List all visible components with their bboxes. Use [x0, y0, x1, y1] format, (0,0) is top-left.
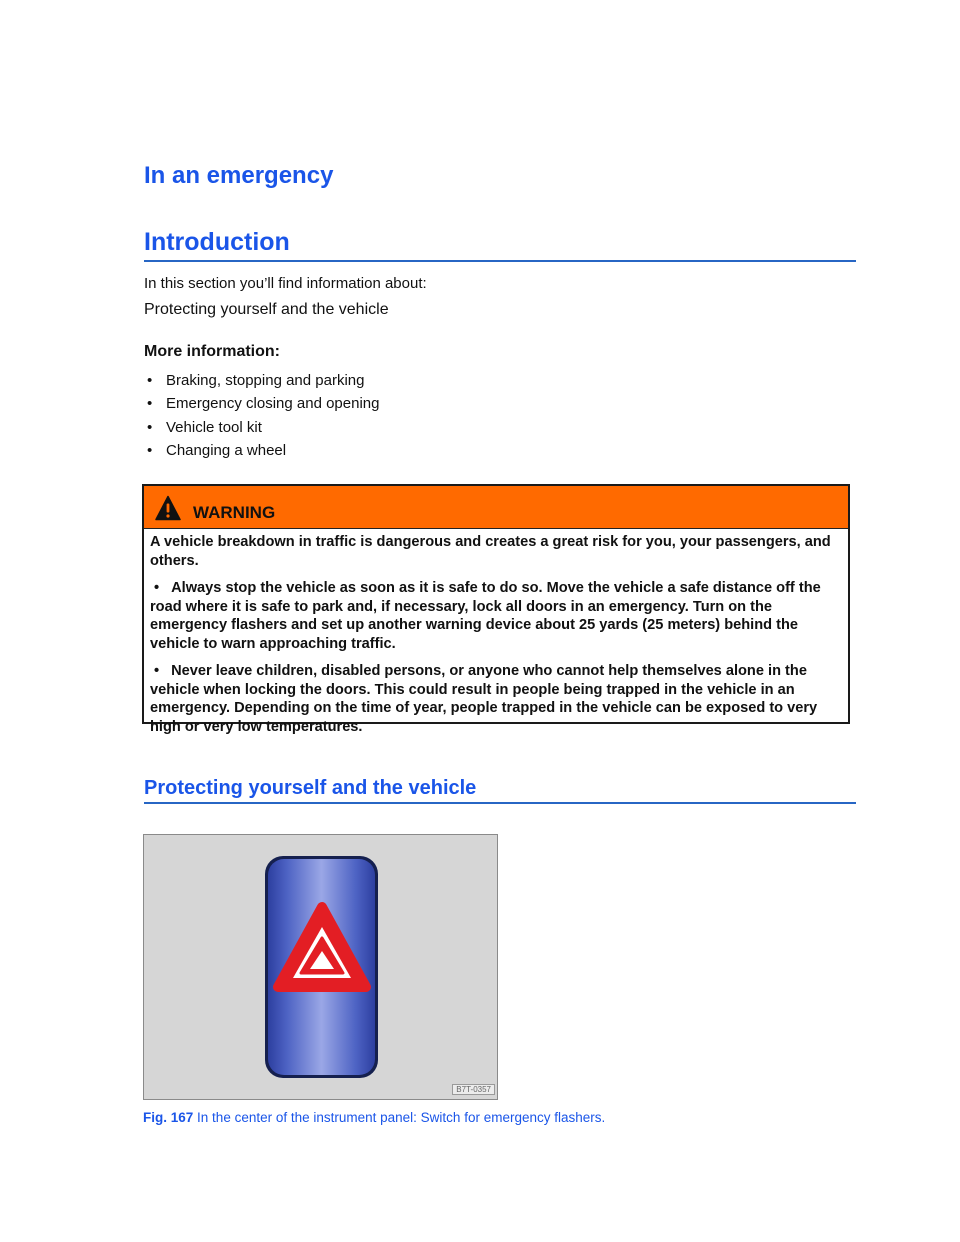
- bullet-icon: •: [147, 441, 153, 459]
- list-item[interactable]: [144, 418, 379, 441]
- protecting-heading: Protecting yourself and the vehicle: [144, 777, 856, 804]
- warning-header: [144, 486, 848, 529]
- figure-code: B7T-0357: [452, 1084, 495, 1095]
- figure-hazard-switch: [143, 834, 498, 1100]
- list-item-label: Changing a wheel: [166, 441, 287, 459]
- warning-label: WARNING: [193, 503, 276, 522]
- topic-link-protecting[interactable]: Protecting yourself and the vehicle: [144, 301, 389, 318]
- more-info-label: More information:: [144, 343, 280, 360]
- intro-text: In this section you’ll find information about:: [144, 275, 427, 292]
- list-item-label: Emergency closing and opening: [166, 395, 380, 413]
- warning-box: [142, 484, 850, 735]
- hazard-switch-icon: [144, 835, 497, 1099]
- figure-number: Fig. 167: [143, 1110, 194, 1125]
- list-item[interactable]: [144, 371, 379, 394]
- introduction-heading: Introduction: [144, 228, 856, 262]
- page-title: In an emergency: [144, 162, 334, 189]
- bullet-icon: •: [147, 372, 153, 389]
- warning-triangle-icon: [155, 495, 181, 521]
- warning-body: [144, 529, 848, 736]
- list-item[interactable]: [144, 394, 379, 417]
- figure-caption: [143, 1110, 605, 1125]
- figure-caption-text: In the center of the instrument panel: Switch for emergency flashers.: [197, 1110, 606, 1125]
- list-item-label: Braking, stopping and parking: [166, 372, 365, 389]
- warning-intro: A vehicle breakdown in traffic is dangerous and creates a great risk for you, your passengers, and others.: [150, 534, 831, 569]
- warning-item: • Always stop the vehicle as soon as it is safe to do so. Move the vehicle a safe distance off the road where it is safe to park and, if necessary, lock all doors in an emergency. Turn on the emergency flashers and set up another warning device about 25 yards (25 meters) behind the vehicle to warn approaching traffic.: [150, 579, 842, 653]
- bullet-icon: •: [147, 418, 153, 436]
- list-item-label: Vehicle tool kit: [166, 418, 262, 436]
- bullet-icon: •: [147, 395, 153, 413]
- more-info-list: [144, 371, 379, 464]
- list-item[interactable]: [144, 441, 379, 464]
- warning-item: • Never leave children, disabled persons, or anyone who cannot help themselves alone in the vehicle when locking the doors. This could result in people being trapped in the vehicle in an emergency. Depending on the time of year, people trapped in the vehicle can be exposed to very high or very low temperatures.: [150, 662, 842, 736]
